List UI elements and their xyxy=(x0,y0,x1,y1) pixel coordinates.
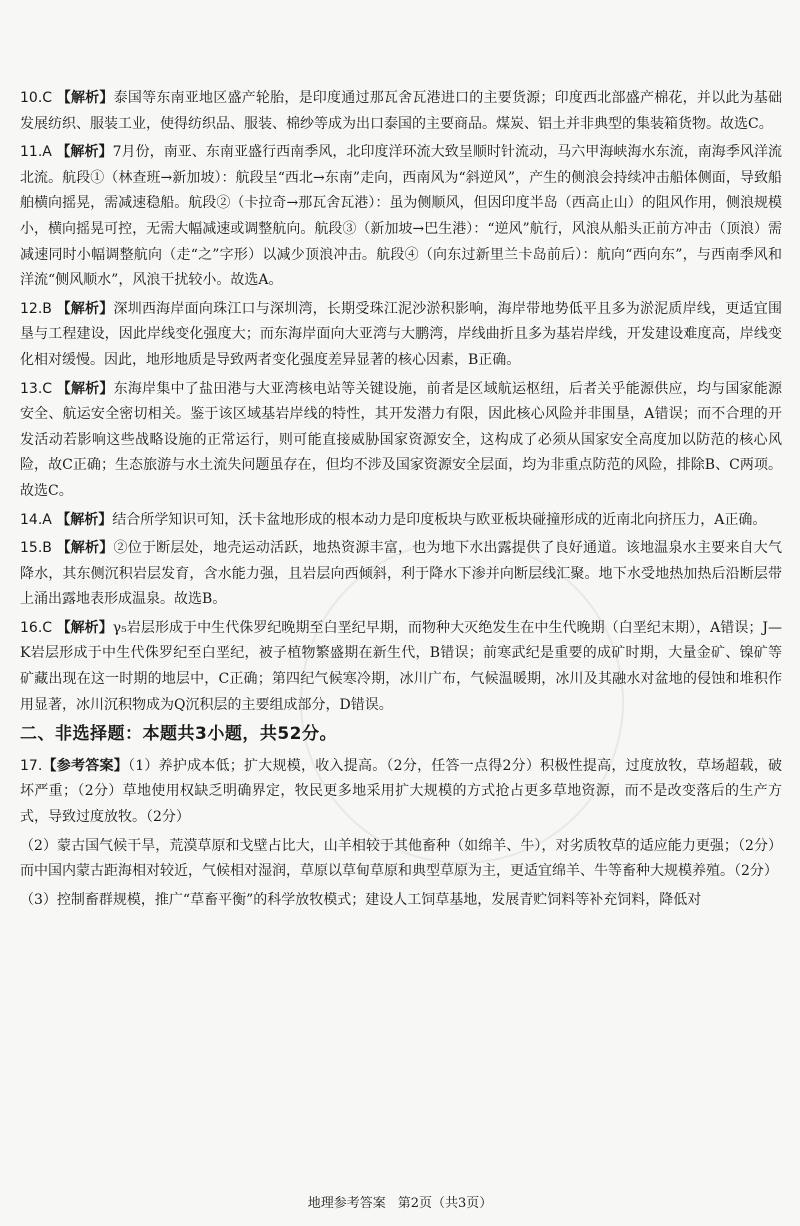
analysis-label: 【解析】 xyxy=(56,619,113,636)
answer-number: 11.A xyxy=(20,144,52,161)
answer-text: 结合所学知识可知，沃卡盆地形成的根本动力是印度板块与欧亚板块碰撞形成的近南北向挤压力，A正确。 xyxy=(112,511,767,528)
analysis-label: 【解析】 xyxy=(56,300,114,317)
answer-number: 14.A xyxy=(20,511,52,528)
answer-text: （2）蒙古国气候干旱，荒漠草原和戈壁占比大，山羊相较于其他畜种（如绵羊、牛），对劣质牧草的适应能力更强；（2分）而中国内蒙古距海相对较近，气候相对湿润，草原以草甸草原和典型草原为主，更适宜绵羊、牛等畜种大规模养殖。（2分） xyxy=(20,837,782,880)
answer-12 xyxy=(20,297,782,374)
answer-11 xyxy=(20,140,782,294)
analysis-label: 【解析】 xyxy=(56,90,114,106)
answer-text: 泰国等东南亚地区盛产轮胎，是印度通过那瓦舍瓦港进口的主要货源；印度西北部盛产棉花，并以此为基础发展纺织、服装工业，使得纺织品、服装、棉纱等成为出口泰国的主要商品。煤炭、铝土并非典型的集装箱货物。故选C。 xyxy=(20,90,783,132)
answer-17-part-2 xyxy=(20,834,782,885)
reference-answer-label: 【参考答案】 xyxy=(42,757,128,774)
analysis-label: 【解析】 xyxy=(56,380,114,397)
answer-text: 深圳西海岸面向珠江口与深圳湾，长期受珠江泥沙淤积影响，海岸带地势低平且多为淤泥质岸线，更适宜围垦与工程建设，因此岸线变化强度大；而东海岸面向大亚湾与大鹏湾，岸线曲折且多为基岩岸线，开发建设难度高，岸线变化相对缓慢。因此，地形地质是导致两者变化强度差异显著的核心因素，B正确。 xyxy=(20,300,783,368)
answer-10 xyxy=(20,86,782,137)
answer-text: 东海岸集中了盐田港与大亚湾核电站等关键设施，前者是区域航运枢纽，后者关乎能源供应，均与国家能源安全、航运安全密切相关。鉴于该区域基岩岸线的特性，其开发潜力有限，因此核心风险并非围垦，A错误；而不合理的开发活动若影响这些战略设施的正常运行，则可能直接威胁国家资源安全，这构成了必须从国家安全高度加以防范的核心风险，故C正确；生态旅游与水土流失问题虽存在，但均不涉及国家资源安全层面，均为非重点防范的风险，排除B、C两项。故选C。 xyxy=(20,380,783,499)
answer-number: 10.C xyxy=(20,90,53,106)
answer-text: γ₅岩层形成于中生代侏罗纪晚期至白垩纪早期，而物种大灭绝发生在中生代晚期（白垩纪末期），A错误；J—K岩层形成于中生代侏罗纪至白垩纪，被子植物繁盛期在新生代，B错误；前寒武纪是重要的成矿时期，大量金矿、镍矿等矿藏出现在这一时期的地层中，C正确；第四纪气候寒冷期，冰川广布，气候温暖期，冰川及其融水对盆地的侵蚀和堆积作用显著，冰川沉积物成为Q沉积层的主要组成部分，D错误。 xyxy=(20,619,783,713)
answer-text: 7月份，南亚、东南亚盛行西南季风，北印度洋环流大致呈顺时针流动，马六甲海峡海水东流，南海季风洋流北流。航段①（林查班→新加坡）：航段呈“西北→东南”走向，西南风为“斜逆风”，产生的侧浪会持续冲击船体侧面，导致船舶横向摇晃，需减速稳船。航段②（卡拉奇→那瓦舍瓦港）：虽为侧顺风，但因印度半岛（西高止山）的阻风作用，侧浪规模小，横向摇晃可控，无需大幅减速或调整航向。航段③（新加坡→巴生港）：“逆风”航行，风浪从船头正前方冲击（顶浪）需减速同时小幅调整航向（走“之”字形）以减少顶浪冲击。航段④（向东过新里兰卡岛前后）：航向“西向东”，与西南季风和洋流“侧风顺水”，风浪干扰较小。故选A。 xyxy=(20,144,783,289)
answer-number: 12.B xyxy=(20,300,52,317)
footer-page-number: 第2页（共3页） xyxy=(397,1196,493,1211)
answer-14 xyxy=(20,508,782,534)
footer-subject: 地理参考答案 xyxy=(307,1196,386,1211)
answer-text: ②位于断层处，地壳运动活跃，地热资源丰富，也为地下水出露提供了良好通道。该地温泉水主要来自大气降水，其东侧沉积岩层发育，含水能力强，且岩层向西倾斜，利于降水下渗并向断层线汇聚。地下水受地热加热后沿断层带上涌出露地表形成温泉。故选B。 xyxy=(20,540,783,608)
answer-number: 16.C xyxy=(20,619,53,636)
answer-13 xyxy=(20,377,782,505)
answer-content xyxy=(20,86,782,913)
analysis-label: 【解析】 xyxy=(56,540,114,557)
analysis-label: 【解析】 xyxy=(56,511,113,528)
analysis-label: 【解析】 xyxy=(56,144,113,161)
section-heading: 二、非选择题：本题共3小题，共52分。 xyxy=(20,724,337,745)
answer-15 xyxy=(20,536,782,613)
answer-text: （3）控制畜群规模，推广“草畜平衡”的科学放牧模式；建设人工饲草基地，发展青贮饲料等补充饲料，降低对 xyxy=(20,891,702,908)
answer-16 xyxy=(20,616,782,718)
answer-text: （1）养护成本低；扩大规模，收入提高。（2分，任答一点得2分）积极性提高，过度放牧，草场超载，破坏严重；（2分）草地使用权缺乏明确界定，牧民更多地采用扩大规模的方式抢占更多草地资源，而不是改变落后的生产方式，导致过度放牧。（2分） xyxy=(20,757,782,826)
answer-number: 17. xyxy=(20,757,43,774)
page-footer xyxy=(0,1192,800,1211)
answer-number: 15.B xyxy=(20,540,52,557)
answer-17-part-3 xyxy=(20,888,782,914)
answer-17-part-1 xyxy=(20,754,782,831)
answer-number: 13.C xyxy=(20,380,53,397)
